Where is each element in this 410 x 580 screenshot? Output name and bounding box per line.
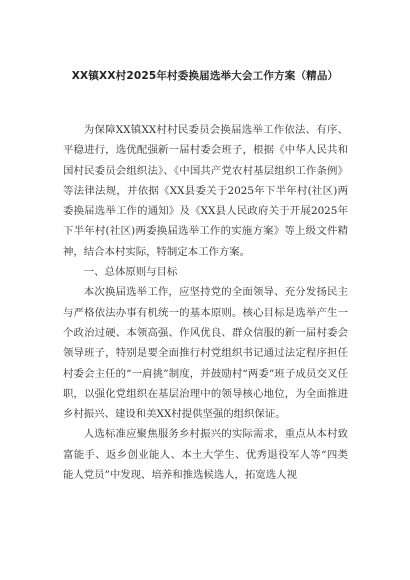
document-title: XX镇XX村2025年村委换届选举大会工作方案（精品）	[71, 70, 339, 82]
section-heading: 一、总体原则与目标	[83, 266, 178, 279]
candidate-criteria-paragraph: 人选标准应聚焦服务乡村振兴的实际需求，重点从本村致富能手、返乡创业能人、本土大学生、优秀退役军人等“四类能人党员”中发现、培养和推选候选人，拓宽选人视	[63, 428, 348, 482]
principles-paragraph: 本次换届选举工作，应坚持党的全面领导、充分发扬民主与严格依法办事有机统一的基本原则。核心目标是选举产生一个政治过硬、本领高强、作风优良、群众信服的新一届村委会领导班子，特别是要全面推行村党组织书记通过法定程序担任村委会主任的“一肩挑”制度，并鼓励村“两委”班子成员交叉任职，以强化党组织在基层治理中的领导核心地位，为全面推进乡村振兴、建设和美XX村提供坚强的组织保证。	[63, 286, 348, 421]
intro-paragraph: 为保障XX镇XX村村民委员会换届选举工作依法、有序、平稳进行，选优配强新一届村委会班子，根据《中华人民共和国村民委员会组织法》、《中国共产党农村基层组织工作条例》等法律法规，并依据《XX县委关于2025年下半年村(社区)两委换届选举工作的通知》及《XX县人民政府关于开展2025年下半年村(社区)两委换届选举工作的实施方案》等上级文件精神，结合本村实际，特制定本工作方案。	[63, 124, 348, 258]
document-body	[63, 120, 348, 485]
